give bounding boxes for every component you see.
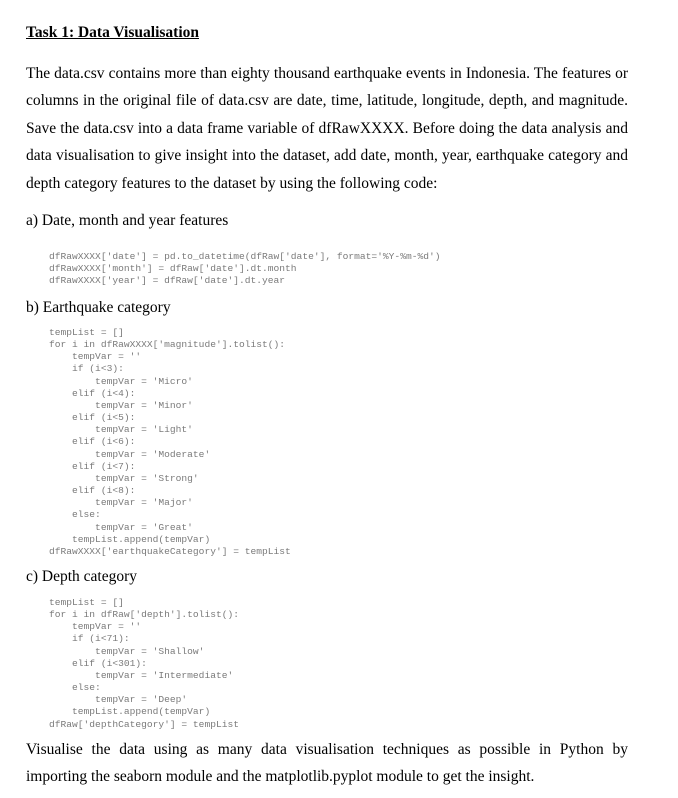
section-b-heading: b) Earthquake category: [26, 299, 171, 316]
outro-paragraph: Visualise the data using as many data visualisation techniques as possible in Python by importing the seaborn module and the matplotlib.pyplot module to get the insight.: [26, 741, 628, 786]
section-c-heading: c) Depth category: [26, 568, 138, 585]
section-a-code: dfRawXXXX['date'] = pd.to_datetime(dfRaw['date'], format='%Y-%m-%d') dfRawXXXX['month'] = dfRaw['date'].dt.month dfRawXXXX['year'] = dfRaw['date'].dt.year: [49, 251, 441, 287]
section-a-heading: a) Date, month and year features: [26, 212, 229, 229]
section-c-code: tempList = [] for i in dfRaw['depth'].tolist(): tempVar = '' if (i<71): tempVar = 'Shallow' elif (i<301): tempVar = 'Intermediate' else: tempVar = 'Deep' tempList.append(tempVar) dfRaw['depthCategory'] = tempList: [49, 597, 239, 730]
task-title: Task 1: Data Visualisation: [26, 24, 199, 41]
intro-paragraph: The data.csv contains more than eighty thousand earthquake events in Indonesia. The features or columns in the original file of data.csv are date, time, latitude, longitude, depth, and magnitude. Save the data.csv into a data frame variable of dfRawXXXX. Before doing the data analysis and data visualisation to give insight into the dataset, add date, month, year, earthquake category and depth category features to the dataset by using the following code:: [26, 65, 628, 192]
section-b-code: tempList = [] for i in dfRawXXXX['magnitude'].tolist(): tempVar = '' if (i<3): tempVar = 'Micro' elif (i<4): tempVar = 'Minor' elif (i<5): tempVar = 'Light' elif (i<6): tempVar = 'Moderate' elif (i<7): tempVar = 'Strong' elif (i<8): tempVar = 'Major' else: tempVar = 'Great' tempList.append(tempVar) dfRawXXXX['earthquakeCategory'] = tempList: [49, 327, 291, 557]
